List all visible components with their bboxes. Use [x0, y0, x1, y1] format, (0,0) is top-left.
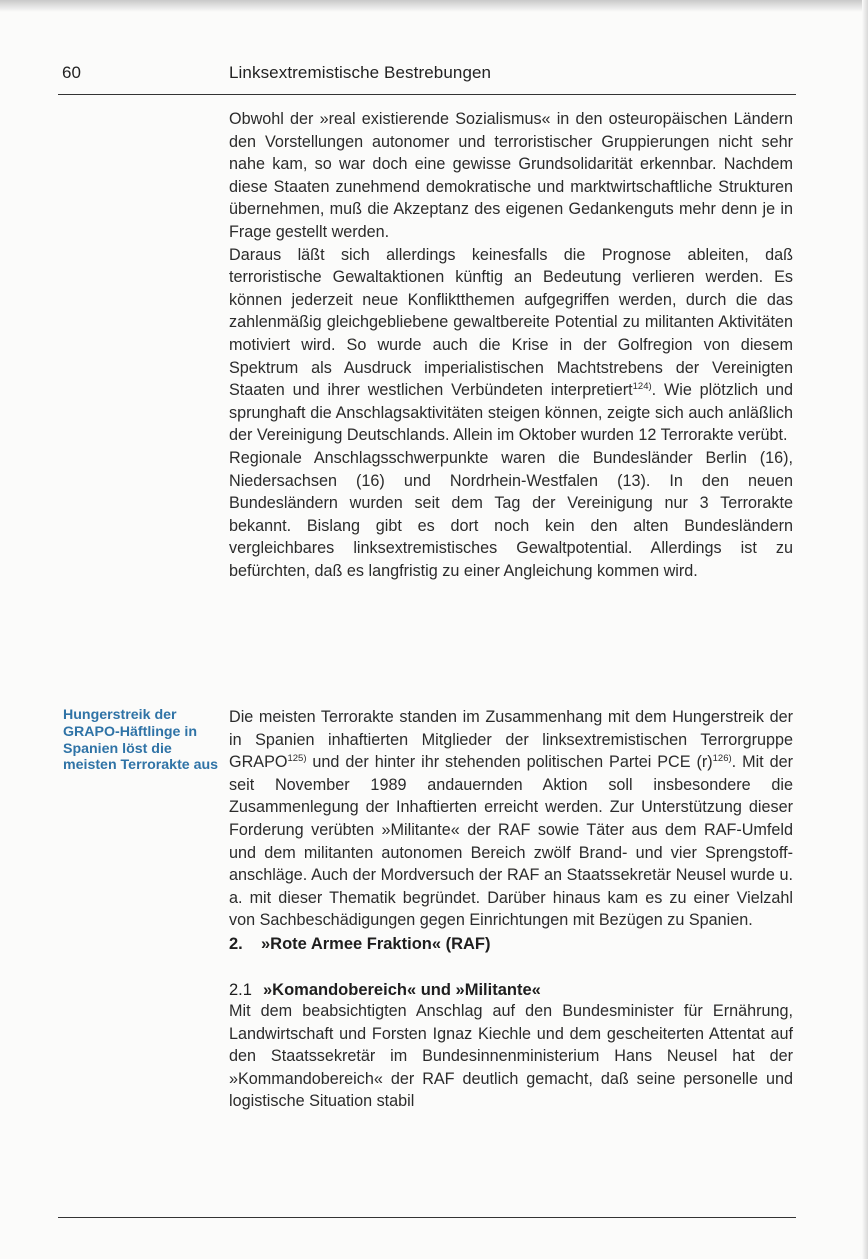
- section-number: 2.: [229, 935, 243, 953]
- paragraph-4-text-a: Die meisten Terrorakte standen im Zusammenhang mit dem Hungerstreik der in Spanien inhaftierten Mitglieder der linksextremistischen Terrorgruppe GRAPO: [229, 708, 793, 772]
- scan-top-shadow: [0, 0, 868, 12]
- footnote-ref-126: 126): [712, 753, 732, 765]
- page-number: 60: [62, 63, 81, 82]
- paragraph-4: [229, 706, 793, 932]
- scan-right-shadow: [862, 0, 868, 1259]
- subsection-title: »Komandobereich« und »Militante«: [263, 981, 541, 999]
- paragraph-1: Obwohl der »real existierende Sozialismus« in den osteuropäischen Ländern den Vorstellungen autonomer und terroristischer Gruppierungen nicht sehr nahe kam, so war doch eine gewisse Grundsolidarität erkennbar. Nachdem diese Staaten zunehmend demokratische und marktwirtschaftliche Strukturen übernehmen, muß die Akzeptanz des eigenen Gedankenguts mehr denn je in Frage gestellt werden.: [229, 110, 793, 241]
- section-title: »Rote Armee Fraktion« (RAF): [261, 935, 491, 953]
- subsection-heading: [229, 981, 541, 1000]
- paragraph-4-text-b: und der hinter ihr stehenden politischen Partei PCE (r): [306, 753, 713, 772]
- footnote-ref-125: 125): [287, 753, 307, 765]
- margin-note: Hungerstreik der GRAPO-Häftlinge in Spanien löst die meisten Terrorakte aus: [63, 707, 219, 774]
- paragraph-3: Regionale Anschlagsschwerpunkte waren die Bundesländer Berlin (16), Niedersachsen (16) und Nordrhein-Westfalen (13). In den neuen Bundesländern wurden seit dem Tag der Vereinigung nur 3 Terrorakte bekannt. Bislang gibt es dort noch kein den alten Bundesländern vergleichbares linksextremistisches Gewaltpotential. Allerdings ist zu befürchten, daß es langfristig zu einer Angleichung kommen wird.: [229, 448, 793, 580]
- footer-rule: [58, 1217, 796, 1218]
- body-text-middle: [229, 706, 793, 932]
- footnote-ref-124: 124): [632, 381, 652, 393]
- header-rule: [58, 94, 796, 95]
- body-text-upper: [229, 108, 793, 582]
- section-heading: [229, 935, 491, 954]
- paragraph-2-text-b: . Wie plötzlich und sprunghaft die Anschlagsaktivitäten steigen können, zeigte sich auch anläßlich der Vereinigung Deutschlands. Allein im Oktober wurden 12 Terrorakte verübt.: [229, 381, 794, 445]
- paragraph-5: Mit dem beabsichtigten Anschlag auf den Bundesminister für Ernährung, Landwirtschaft und Forsten Ignaz Kiechle und dem gescheiterten Attentat auf den Staatssekretär im Bundesinnenministerium Hans Neusel hat der »Kommandobereich« der RAF deutlich gemacht, daß seine personelle und logistische Situation stabil: [229, 1002, 793, 1111]
- subsection-number: 2.1: [229, 981, 252, 999]
- running-head: Linksextremistische Bestrebungen: [229, 63, 492, 82]
- paragraph-4-text-c: . Mit der seit November 1989 andauernden Aktion soll insbesondere die Zusammenlegung der Inhaftierten erreicht werden. Zur Unterstützung dieser Forderung verübten »Militante« der RAF sowie Täter aus dem RAF-Umfeld und dem militanten autonomen Bereich zwölf Brand- und vier Sprengstoffanschläge. Auch der Mordversuch der RAF an Staatssekretär Neusel wurde u. a. mit dieser Thematik begründet. Darüber hinaus kam es zu einer Vielzahl von Sachbeschädigungen gegen Einrichtungen mit Bezügen zu Spanien.: [229, 753, 794, 930]
- paragraph-2-text-a: Daraus läßt sich allerdings keinesfalls die Prognose ableiten, daß terroristische Gewaltaktionen künftig an Bedeutung verlieren werden. Es können jederzeit neue Konfliktthemen aufgegriffen werden, durch die das zahlenmäßig gleichgebliebene gewaltbereite Potential zu militanten Aktivitäten motiviert wird. So wurde auch die Krise in der Golfregion von diesem Spektrum als Ausdruck imperialistischen Machtstrebens der Vereinigten Staaten und ihrer westlichen Verbündeten interpretiert: [229, 245, 793, 400]
- body-text-lower: [229, 1000, 793, 1113]
- paragraph-2: [229, 244, 793, 447]
